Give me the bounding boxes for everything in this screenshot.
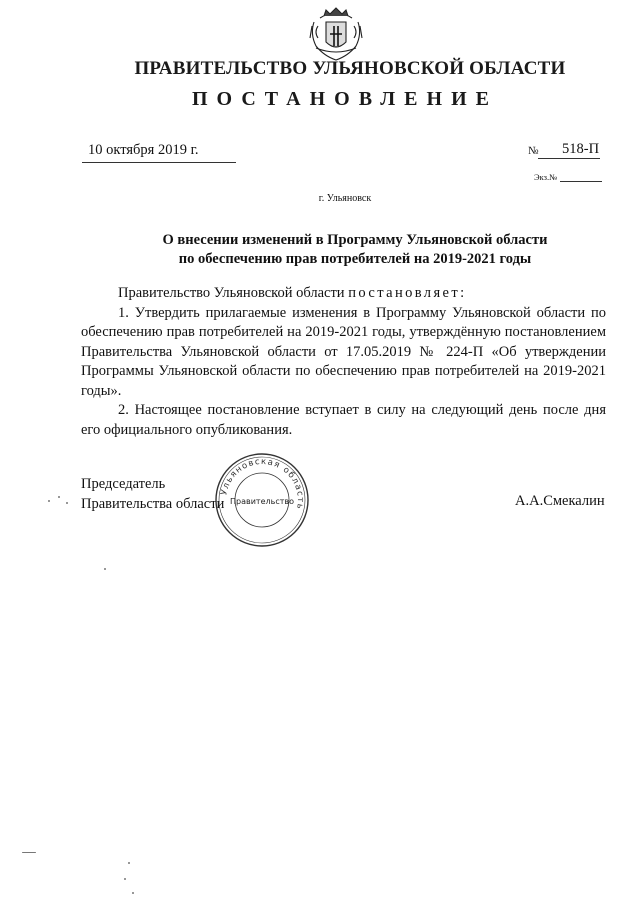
scan-speck <box>48 500 50 502</box>
signatory-role-line-1: Председатель <box>81 476 166 492</box>
scan-speck <box>58 496 60 498</box>
item-2-paragraph: 2. Настоящее постановление вступает в силу на следующий день после дня его официального опубликования. <box>81 402 606 438</box>
title-line-2: по обеспечению прав потребителей на 2019-2021 годы <box>178 251 532 267</box>
scan-speck <box>124 878 126 880</box>
city: г. Ульяновск <box>318 193 372 204</box>
scan-speck <box>22 852 36 853</box>
seal-center-text: Правительство <box>230 497 294 506</box>
document-body <box>81 284 606 440</box>
copy-underline <box>560 181 602 182</box>
number-underline <box>538 158 600 159</box>
scan-speck <box>104 568 106 570</box>
signatory-role <box>81 474 224 514</box>
organization-name: ПРАВИТЕЛЬСТВО УЛЬЯНОВСКОЙ ОБЛАСТИ <box>134 58 566 79</box>
document-date: 10 октября 2019 г. <box>88 142 199 158</box>
signatory-role-line-2: Правительства области <box>81 496 225 512</box>
intro-keyword: постановляет <box>348 285 461 301</box>
intro-suffix: : <box>460 285 465 301</box>
scan-speck <box>132 892 134 894</box>
coat-of-arms-icon <box>308 4 364 62</box>
scan-speck <box>128 862 130 864</box>
date-underline <box>82 162 236 163</box>
official-seal <box>212 450 312 550</box>
document-number: 518-П <box>562 141 600 157</box>
intro-paragraph <box>81 284 606 304</box>
title-line-1: О внесении изменений в Программу Ульяновской области <box>162 232 548 248</box>
intro-prefix: Правительство Ульяновской области <box>118 285 349 301</box>
document-title <box>90 231 620 269</box>
item-1-paragraph: 1. Утвердить прилагаемые изменения в Программу Ульяновской области по обеспечению прав потребителей на 2019-2021 годы, утверждённую постановлением Правительства Ульяновской области от 17.05.2019 № 224-П «Об утверждении Программы Ульяновской области по обеспечению прав потребителей на 2019-2021 годы». <box>81 304 606 399</box>
scan-speck <box>66 502 68 504</box>
signatory-name: А.А.Смекалин <box>515 493 605 509</box>
document-type: ПОСТАНОВЛЕНИЕ <box>192 88 498 110</box>
seal-ring-text: Ульяновская область <box>219 456 306 511</box>
number-sign: № <box>528 145 539 157</box>
copy-label: Экз.№ <box>534 172 558 182</box>
